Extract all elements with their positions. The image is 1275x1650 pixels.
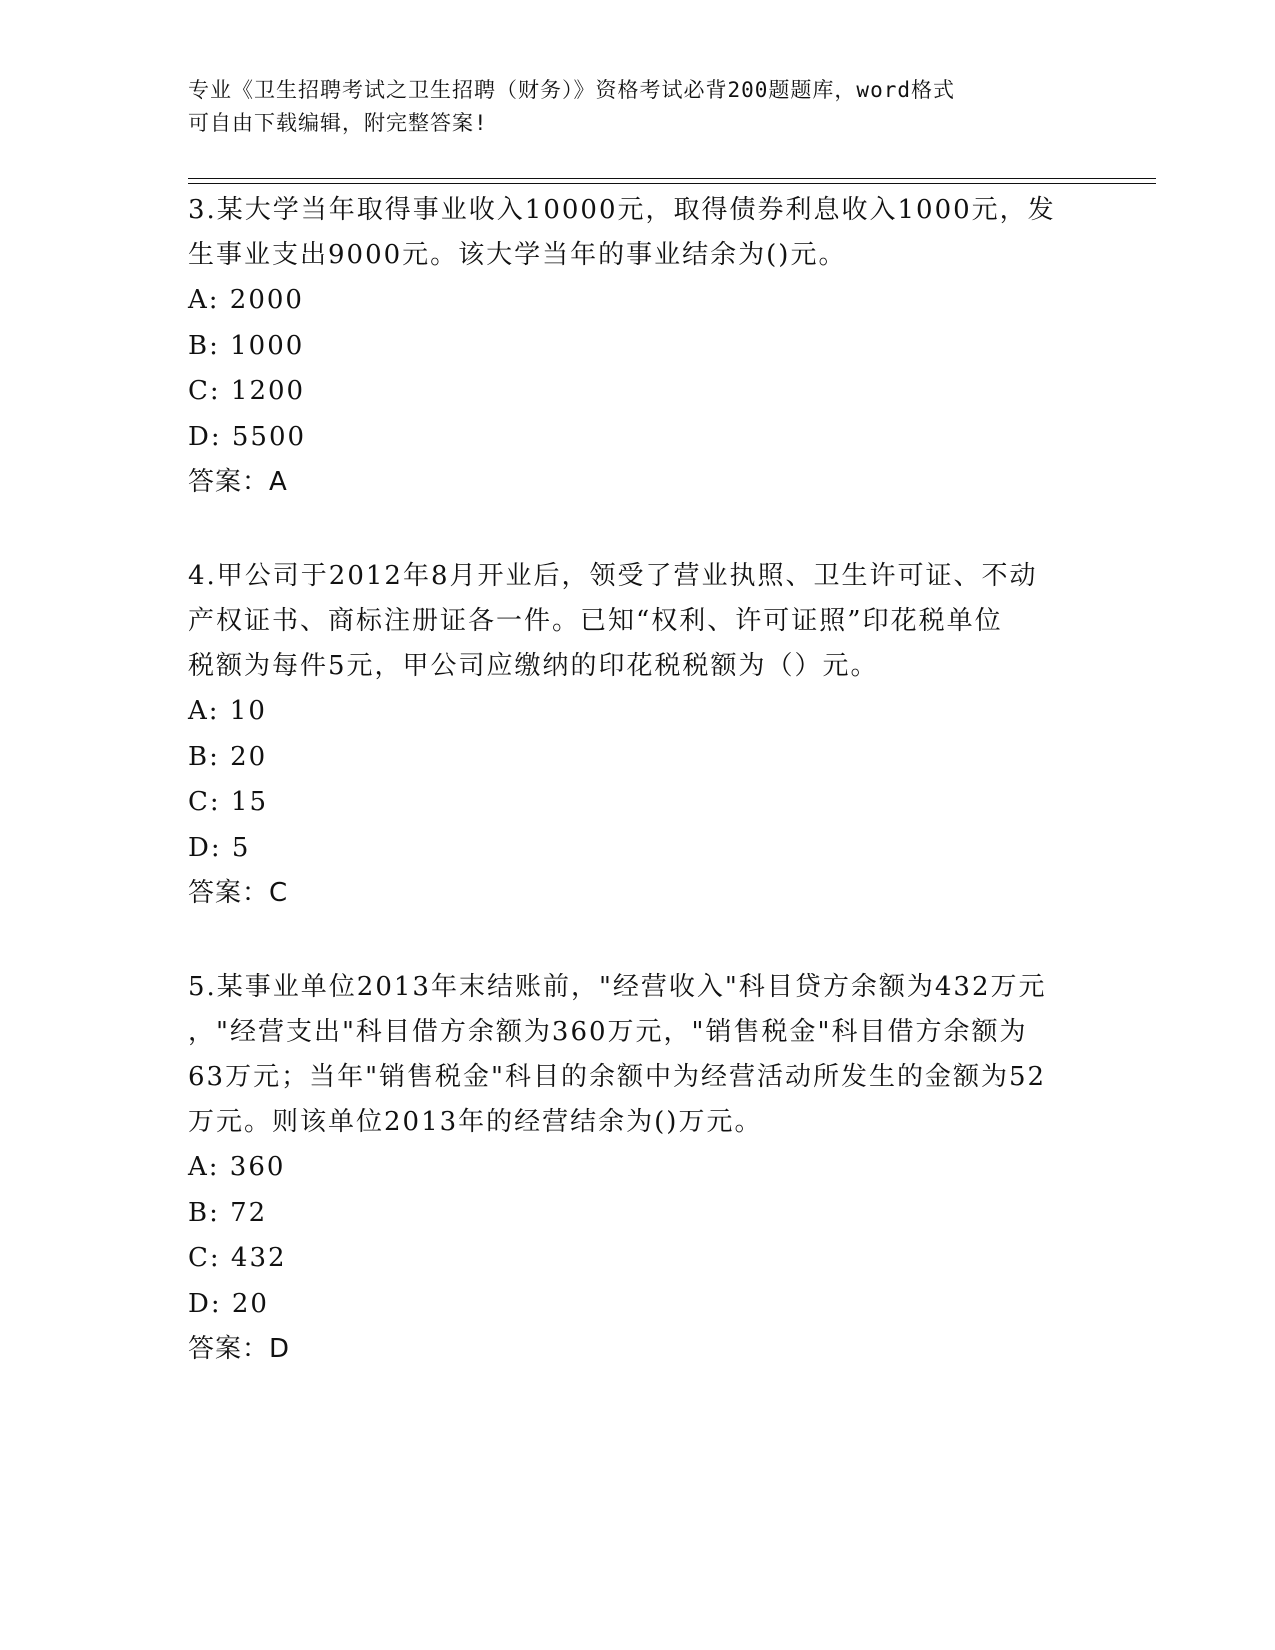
question-text-line: 3.某大学当年取得事业收入10000元，取得债券利息收入1000元，发 <box>188 195 1056 225</box>
question-text-line: 生事业支出9000元。该大学当年的事业结余为()元。 <box>188 240 847 270</box>
header-divider-top <box>188 178 1156 179</box>
option-d: D: 20 <box>188 1288 269 1319</box>
option-b: B: 20 <box>188 741 268 772</box>
option-a: A: 360 <box>188 1152 286 1182</box>
answer-line: 答案：C <box>188 878 289 908</box>
question-text-line: 产权证书、商标注册证各一件。已知“权利、许可证照”印花税单位 <box>188 606 1003 636</box>
option-d: D: 5500 <box>188 421 307 452</box>
question-5 <box>188 965 1088 1372</box>
question-text-line: 万元。则该单位2013年的经营结余为()万元。 <box>188 1107 763 1137</box>
question-text-line: ，"经营支出"科目借方余额为360万元，"销售税金"科目借方余额为 <box>188 1017 1028 1047</box>
option-c: C: 15 <box>188 787 269 817</box>
option-b: B: 1000 <box>188 330 305 361</box>
question-4 <box>188 554 1088 916</box>
option-a: A: 2000 <box>188 285 304 315</box>
answer-line: 答案：A <box>188 467 288 497</box>
question-text-line: 5.某事业单位2013年末结账前，"经营收入"科目贷方余额为432万元 <box>188 972 1047 1002</box>
option-b: B: 72 <box>188 1197 268 1228</box>
option-d: D: 5 <box>188 832 251 863</box>
header-divider-bottom <box>188 183 1156 184</box>
header-line-2: 可自由下载编辑，附完整答案! <box>188 111 488 135</box>
option-c: C: 432 <box>188 1243 287 1273</box>
option-a: A: 10 <box>188 696 267 726</box>
option-c: C: 1200 <box>188 376 306 406</box>
question-text-line: 63万元；当年"销售税金"科目的余额中为经营活动所发生的金额为52 <box>188 1062 1047 1092</box>
document-header <box>188 74 1068 140</box>
question-text-line: 4.甲公司于2012年8月开业后，领受了营业执照、卫生许可证、不动 <box>188 561 1038 591</box>
question-3 <box>188 188 1088 505</box>
answer-line: 答案：D <box>188 1334 291 1364</box>
header-line-1: 专业《卫生招聘考试之卫生招聘（财务）》资格考试必背200题题库，word格式 <box>188 78 955 102</box>
question-text-line: 税额为每件5元，甲公司应缴纳的印花税税额为（）元。 <box>188 651 879 681</box>
